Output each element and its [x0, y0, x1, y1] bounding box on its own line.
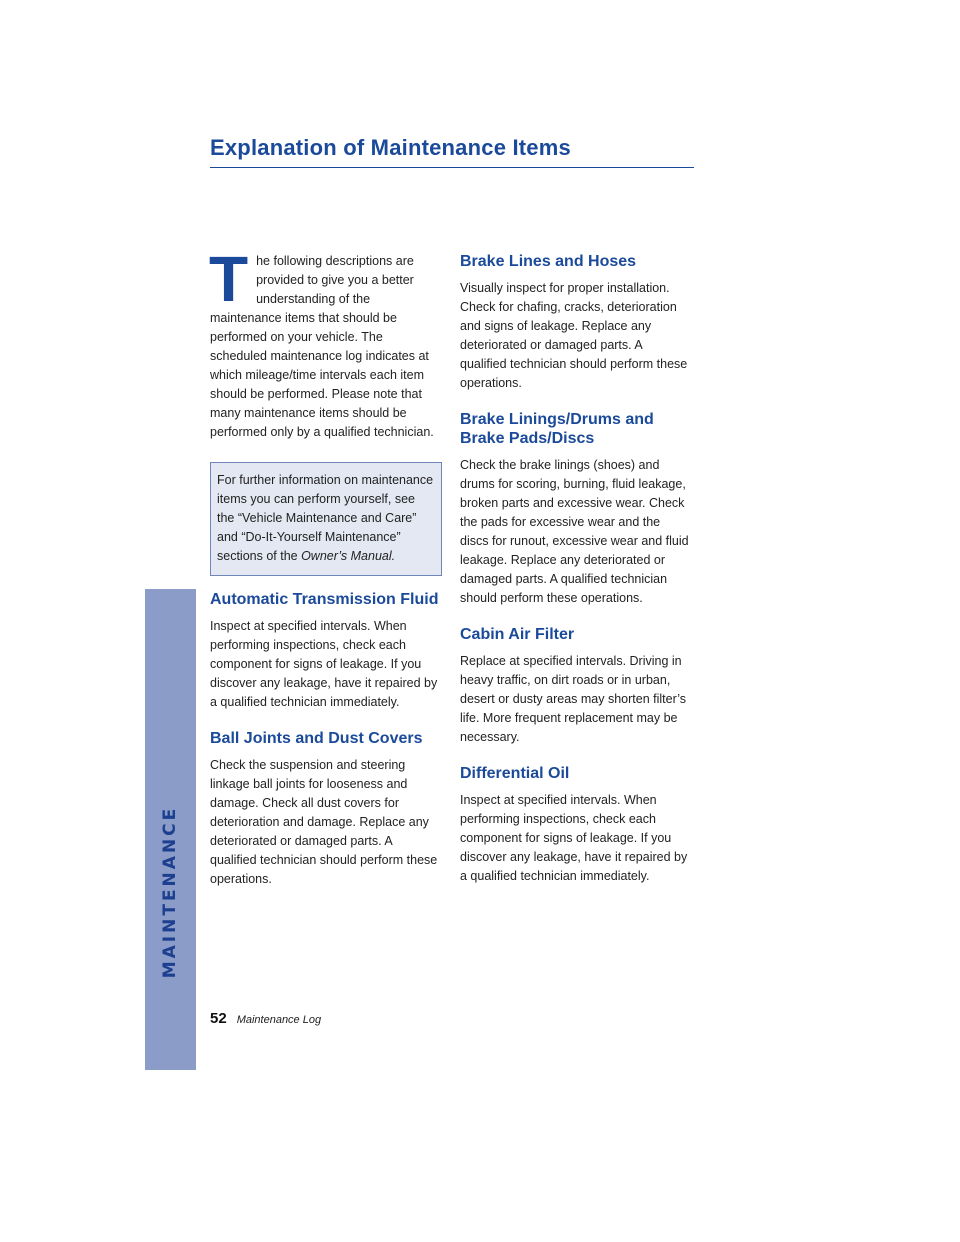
section-differential-oil	[460, 764, 692, 886]
side-tab-label: MAINTENANCE	[160, 805, 180, 979]
section-text: Inspect at specified intervals. When performing inspections, check each component for signs of leakage. If you discover any leakage, have it repaired by a qualified technician immediately.	[460, 793, 688, 883]
section-text: Inspect at specified intervals. When performing inspections, check each component for signs of leakage. If you discover any leakage, have it repaired by a qualified technician immediately.	[210, 619, 438, 709]
section-brake-lines-hoses	[460, 252, 692, 393]
section-heading: Automatic Transmission Fluid	[210, 591, 439, 608]
title-divider	[210, 167, 694, 168]
side-section-tab	[145, 589, 196, 1070]
section-ball-joints-dust-covers	[210, 729, 442, 889]
section-text: Visually inspect for proper installation. Check for chafing, cracks, deterioration and signs of leakage. Replace any deteriorated or damaged parts. A qualified technician should perform these operations.	[460, 281, 688, 390]
info-note-text	[217, 471, 435, 566]
intro-paragraph	[209, 243, 442, 442]
footer-label: Maintenance Log	[236, 1014, 322, 1026]
section-cabin-air-filter	[460, 625, 692, 747]
info-note-box	[210, 462, 442, 576]
section-text: Check the suspension and steering linkage ball joints for looseness and damage. Check all dust covers for deterioration and damage. Replace any deteriorated or damaged parts. A qualified technician should perform these operations.	[210, 758, 438, 886]
section-text: Check the brake linings (shoes) and drums for scoring, burning, fluid leakage, broken parts and excessive wear. Check the pads for excessive wear and the discs for runout, excessive wear and fluid leakage. Replace any deteriorated or damaged parts. A qualified technician should perform these operations.	[460, 458, 689, 605]
right-column	[460, 252, 692, 886]
section-automatic-transmission-fluid	[210, 590, 442, 712]
intro-text: he following descriptions are provided to give you a better understanding of the maintenance items that should be performed on your vehicle. The scheduled maintenance log indicates at which mileage/time intervals each item should be performed. Please note that many maintenance items should be performed only by a qualified technician.	[210, 254, 434, 439]
section-heading: Brake Lines and Hoses	[460, 253, 637, 270]
drop-cap: T	[209, 243, 249, 315]
section-text: Replace at specified intervals. Driving in heavy traffic, on dirt roads or in urban, desert or dusty areas may shorten filter’s life. More frequent replacement may be necessary.	[460, 654, 687, 744]
page-footer	[210, 1010, 321, 1027]
owners-manual-reference: Owner’s Manual.	[301, 549, 396, 563]
section-heading: Cabin Air Filter	[460, 626, 575, 643]
section-heading: Brake Linings/Drums and Brake Pads/Discs	[460, 411, 654, 447]
section-heading: Ball Joints and Dust Covers	[210, 730, 423, 747]
page-number: 52	[210, 1010, 227, 1027]
info-note-body: For further information on maintenance items you can perform yourself, see the “Vehicle Maintenance and Care” and “Do-It-Yourself Maintenance” sections of the	[217, 473, 434, 563]
section-heading: Differential Oil	[460, 765, 570, 782]
section-brake-linings-pads	[460, 410, 692, 608]
left-column	[209, 243, 442, 889]
page-title: Explanation of Maintenance Items	[210, 135, 571, 160]
